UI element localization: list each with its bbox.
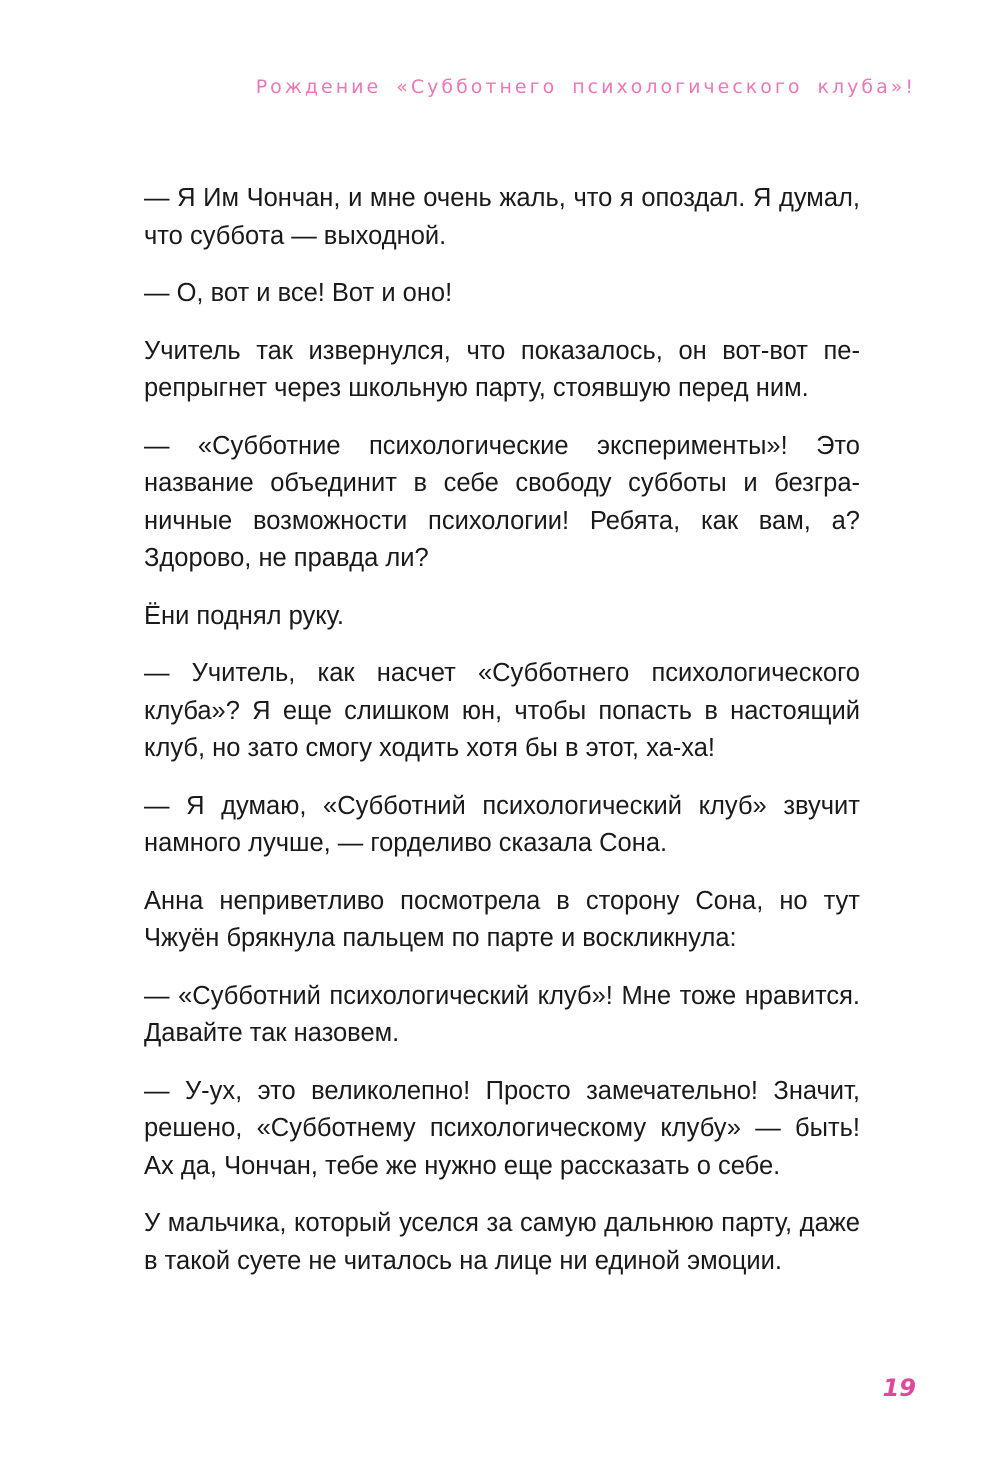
- paragraph: — «Субботние психологические эксперименты»! Это название объединит в себе свободу субботы и безграничные возможности психологии! Ребята, как вам, а? Здорово, не правда ли?: [144, 431, 860, 572]
- paragraph: — О, вот и все! Вот и оно!: [144, 279, 453, 307]
- running-header: Рождение «Субботнего психологического клуба»!: [255, 76, 916, 98]
- paragraph: — Я думаю, «Субботний психологический клуб» звучит намного лучше, — горделиво сказала Сона.: [144, 791, 860, 857]
- paragraph: — «Субботний психологический клуб»! Мне тоже нравится. Давайте так назовем.: [144, 981, 860, 1047]
- paragraph: Ёни поднял руку.: [144, 601, 344, 630]
- page-number: 19: [882, 1374, 916, 1402]
- paragraph: Анна неприветливо посмотрела в сторону Сона, но тут Чжуён брякнула пальцем по парте и воскликнула:: [144, 886, 860, 952]
- paragraph: — Учитель, как насчет «Субботнего психологического клуба»? Я еще слишком юн, чтобы попасть в настоящий клуб, но зато смогу ходить хотя бы в этот, ха-ха!: [144, 659, 860, 762]
- paragraph: У мальчика, который уселся за самую дальнюю парту, даже в такой суете не читалось на лице ни единой эмоции.: [144, 1209, 860, 1275]
- body-text: [144, 180, 860, 1280]
- paragraph: — У-ух, это великолепно! Просто замечательно! Значит, решено, «Субботнему психологическому клубу» — быть! Ах да, Чончан, тебе же нужно еще рассказать о себе.: [144, 1076, 860, 1180]
- paragraph: — Я Им Чончан, и мне очень жаль, что я опоздал. Я думал, что суббота — выходной.: [144, 184, 860, 250]
- paragraph: Учитель так извернулся, что показалось, он вот-вот перепрыгнет через школьную парту, стоявшую перед ним.: [144, 336, 860, 402]
